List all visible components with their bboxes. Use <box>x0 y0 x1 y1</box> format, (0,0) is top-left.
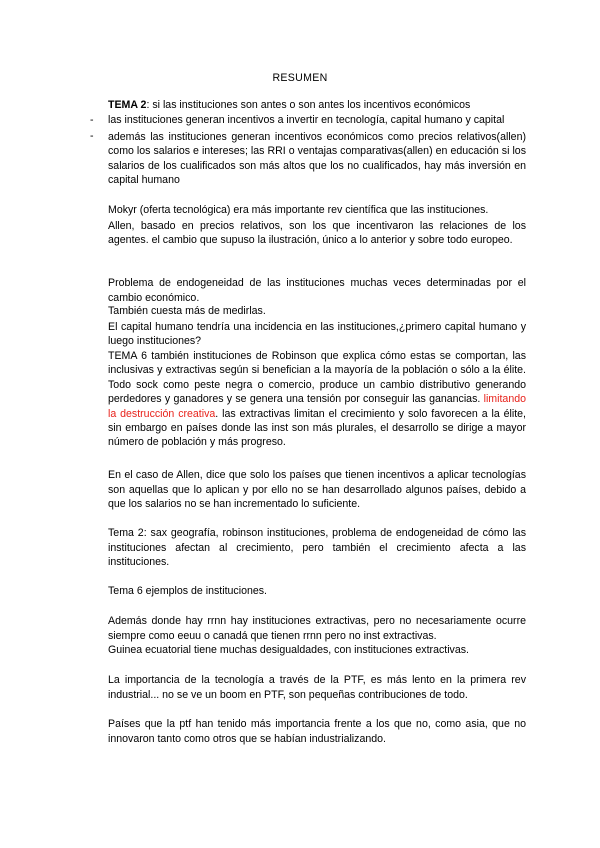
ptf-text: La importancia de la tecnología a través de la PTF, es más lento en la primera rev industrial... no se ve un boom en PTF, son pequeñas contribuciones de todo. <box>108 674 526 701</box>
mokyr-paragraph <box>108 204 526 217</box>
tema2-resumen-paragraph <box>108 526 526 570</box>
paises-text: Países que la ptf han tenido más importancia frente a los que no, como asia, que no innovaron tanto como otros que se habían industrializando. <box>108 718 526 745</box>
rrnn-paragraph <box>108 614 526 643</box>
highlighted-phrase: limitando la destrucción creativa <box>108 393 526 420</box>
problema-text: Problema de endogeneidad de las instituciones muchas veces determinadas por el cambio económico. <box>108 277 526 304</box>
mokyr-text: Mokyr (oferta tecnológica) era más importante rev científica que las instituciones. <box>108 204 489 216</box>
dash-marker: - <box>90 130 94 142</box>
tema2-intro <box>108 99 526 112</box>
tema6-ejemplos-paragraph <box>108 585 526 598</box>
paises-paragraph <box>108 717 526 746</box>
medirlas-text: También cuesta más de medirlas. <box>108 305 266 317</box>
bullet-text: las instituciones generan incentivos a invertir en tecnología, capital humano y capital <box>108 114 505 126</box>
tema2-label: TEMA 2 <box>108 99 147 111</box>
capital-humano-text: El capital humano tendría una incidencia en las instituciones,¿primero capital humano y luego instituciones? <box>108 321 526 348</box>
allen-caso-paragraph <box>108 468 526 512</box>
rrnn-text: Además donde hay rrnn hay instituciones extractivas, pero no necesariamente ocurre siempre como eeuu o canadá que tienen rrnn pero no inst extractivas. <box>108 615 526 642</box>
guinea-paragraph <box>108 644 526 657</box>
allen-paragraph <box>108 219 526 248</box>
dash-marker: - <box>90 114 94 126</box>
tema2-resumen-text: Tema 2: sax geografía, robinson instituciones, problema de endogeneidad de cómo las instituciones afectan al crecimiento, pero también el crecimiento afecta a las instituciones. <box>108 527 526 569</box>
allen-caso-text: En el caso de Allen, dice que solo los países que tienen incentivos a aplicar tecnologías son aquellas que lo aplican y por ello no se han desarrollado algunos países, debido a que los salarios no se han incrementado lo suficiente. <box>108 469 526 511</box>
tema6-ejemplos-text: Tema 6 ejemplos de instituciones. <box>108 585 267 597</box>
capital-humano-paragraph <box>108 320 526 349</box>
document-title: RESUMEN <box>272 72 328 84</box>
tema2-intro-text: : si las instituciones son antes o son antes los incentivos económicos <box>146 99 471 111</box>
tema6-text-a: TEMA 6 también instituciones de Robinson que explica cómo estas se comportan, las inclusivas y extractivas según si benefician a la mayoría de la población o sólo a la élite. Todo sock como peste negra o comercio, produce un cambio distributivo generando perdedores y ganadores y se genera una tensión por conseguir las ganancias. <box>108 350 526 406</box>
tema6-text-b: . las extractivas limitan el crecimiento y solo favorecen a la élite, sin embargo en países donde las inst son más plurales, el desarrollo se dirige a mayor número de población y más progreso. <box>108 407 526 449</box>
guinea-text: Guinea ecuatorial tiene muchas desigualdades, con instituciones extractivas. <box>108 644 469 656</box>
ptf-paragraph <box>108 673 526 702</box>
allen-text: Allen, basado en precios relativos, son los que incentivaron las relaciones de los agentes. el cambio que supuso la ilustración, único a lo anterior y sobre todo europeo. <box>108 220 526 247</box>
problema-paragraph <box>108 276 526 305</box>
tema6-paragraph <box>108 349 526 450</box>
medirlas-paragraph <box>108 305 526 318</box>
bullet-text: además las instituciones generan incentivos económicos como precios relativos(allen) como los salarios e intereses; las RRI o ventajas comparativas(allen) en educación si los salarios de los cualificados son más altos que los no cualificados, hay más inversión en capital humano <box>108 131 526 187</box>
